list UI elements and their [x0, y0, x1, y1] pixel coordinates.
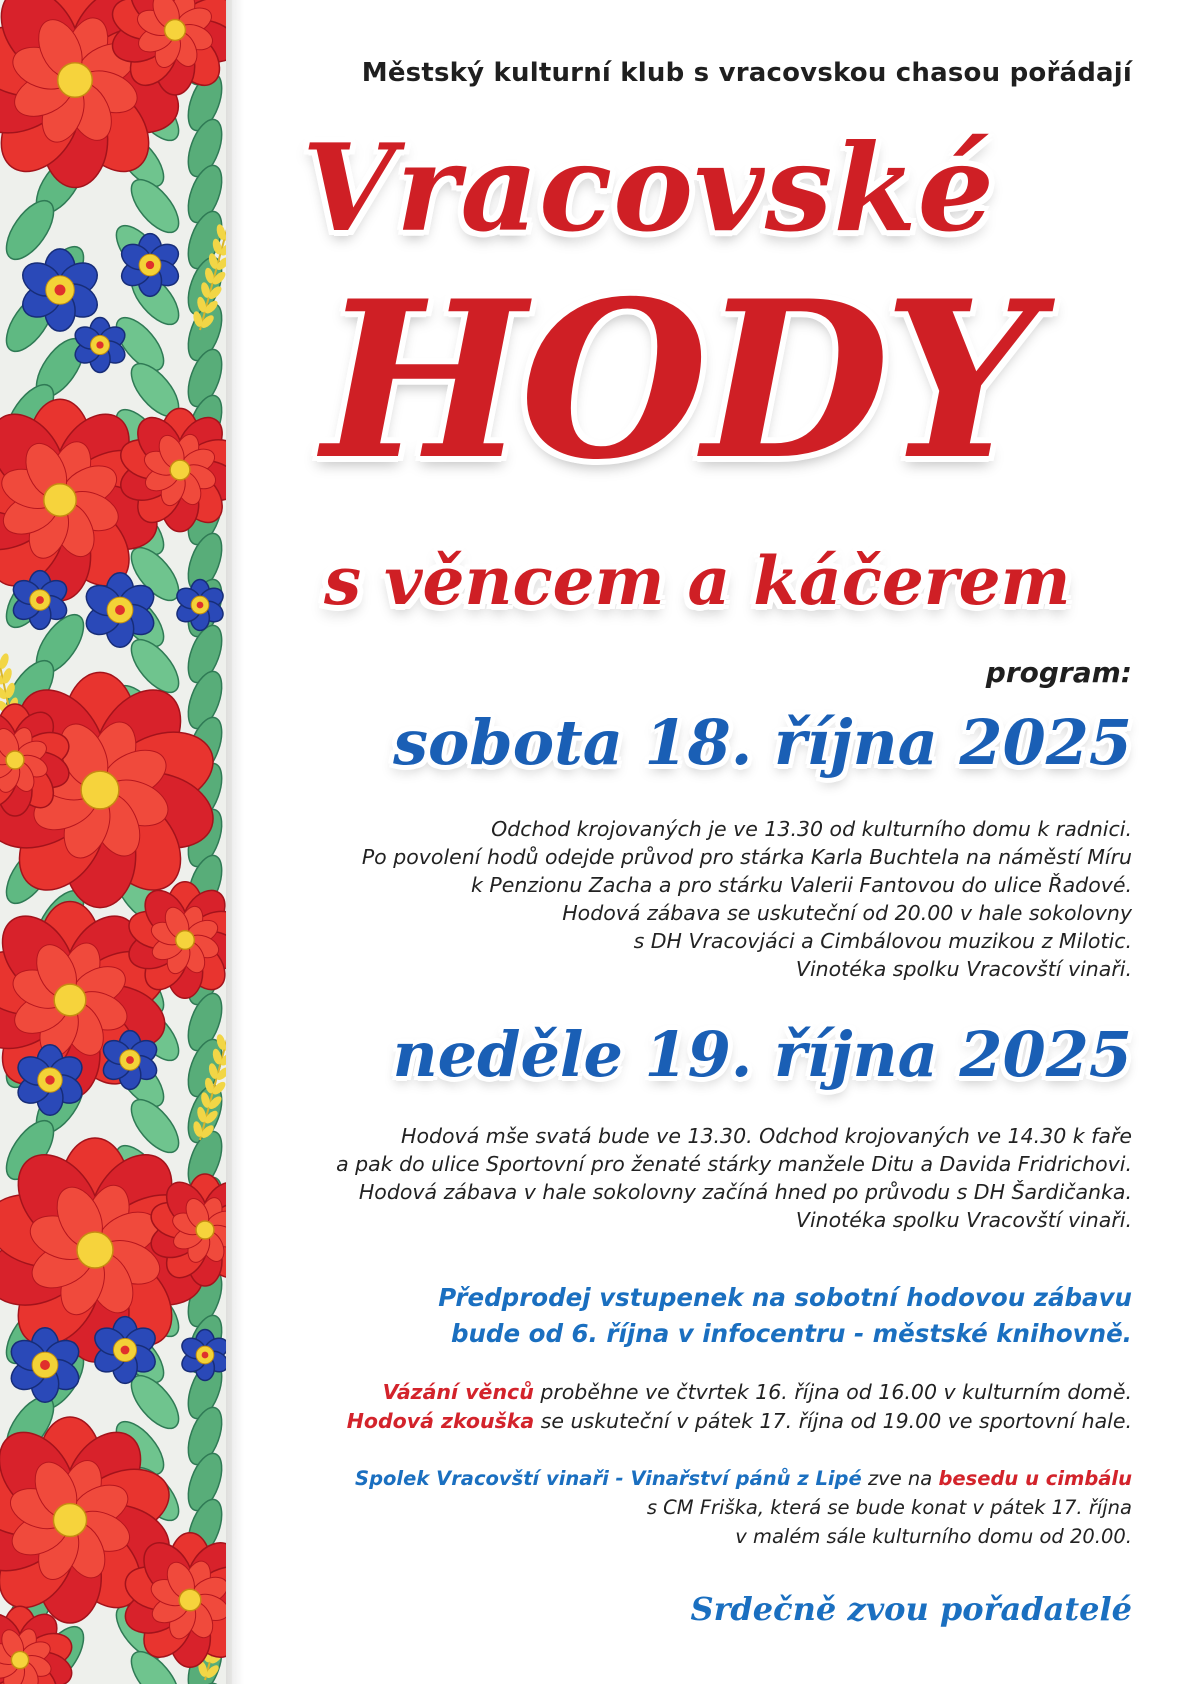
club-line-3: v malém sále kulturního domu od 20.00.: [735, 1525, 1132, 1548]
title-hody: HODY: [322, 253, 1032, 507]
saturday-line: Hodová zábava se uskuteční od 20.00 v hale sokolovny: [562, 901, 1132, 925]
rehearsal-highlight: Hodová zkouška: [346, 1409, 535, 1433]
wreath-binding-highlight: Vázání věnců: [382, 1380, 534, 1404]
title-subtitle: s věncem a káčerem: [324, 542, 1071, 620]
sunday-heading: neděle 19. října 2025: [392, 1018, 1132, 1091]
sunday-line: a pak do ulice Sportovní pro ženaté stárky manžele Ditu a Davida Fridrichovi.: [336, 1152, 1132, 1176]
sunday-line: Vinotéka spolku Vracovští vinaři.: [795, 1208, 1132, 1232]
border-shadow: [226, 0, 244, 1684]
wreath-binding-text: proběhne ve čtvrtek 16. října od 16.00 v kulturním domě.: [533, 1380, 1132, 1404]
rehearsal-line: [347, 1407, 1132, 1436]
saturday-line: k Penzionu Zacha a pro stárku Valerii Fantovou do ulice Řadové.: [471, 873, 1132, 897]
sunday-program: [252, 1122, 1132, 1234]
saturday-program: [252, 815, 1132, 983]
wine-club-invitation: [355, 1464, 1132, 1551]
blue-flower-icon: [178, 1330, 231, 1381]
club-name: Spolek Vracovští vinaři - Vinařství pánů z Lipé: [355, 1467, 862, 1490]
sunday-line: Hodová zábava v hale sokolovny začíná hned po průvodu s DH Šardičanka.: [358, 1180, 1132, 1204]
closing-invitation: Srdečně zvou pořadatelé: [690, 1590, 1132, 1628]
saturday-line: Odchod krojovaných je ve 13.30 od kulturního domu k radnici.: [491, 817, 1132, 841]
saturday-heading: sobota 18. října 2025: [393, 706, 1132, 779]
sunday-line: Hodová mše svatá bude ve 13.30. Odchod krojovaných ve 14.30 k faře: [401, 1124, 1132, 1148]
saturday-line: s DH Vracovjáci a Cimbálovou muzikou z Milotic.: [633, 929, 1132, 953]
wreath-binding-line: [347, 1378, 1132, 1407]
rehearsal-text: se uskuteční v pátek 17. října od 19.00 ve sportovní hale.: [534, 1409, 1132, 1433]
title-vracovske: Vracovské: [302, 118, 995, 259]
saturday-line: Vinotéka spolku Vracovští vinaři.: [795, 957, 1132, 981]
poster-content: [262, 0, 1132, 1684]
organizer-line: Městský kulturní klub s vracovskou chasou pořádají: [361, 58, 1132, 88]
program-label: program:: [985, 656, 1132, 689]
ticket-presale-notice: [438, 1280, 1132, 1352]
club-invite: zve na: [861, 1467, 939, 1490]
embroidered-floral-border: [0, 0, 232, 1684]
club-line-2: s CM Friška, která se bude konat v pátek 17. října: [646, 1496, 1132, 1519]
presale-line: bude od 6. října v infocentru - městské knihovně.: [450, 1319, 1132, 1348]
presale-line: Předprodej vstupenek na sobotní hodovou zábavu: [438, 1283, 1132, 1312]
saturday-line: Po povolení hodů odejde průvod pro stárka Karla Buchtela na náměstí Míru: [361, 845, 1132, 869]
extra-events: [347, 1378, 1132, 1436]
club-event: besedu u cimbálu: [938, 1467, 1132, 1490]
club-line-1: [355, 1464, 1132, 1493]
